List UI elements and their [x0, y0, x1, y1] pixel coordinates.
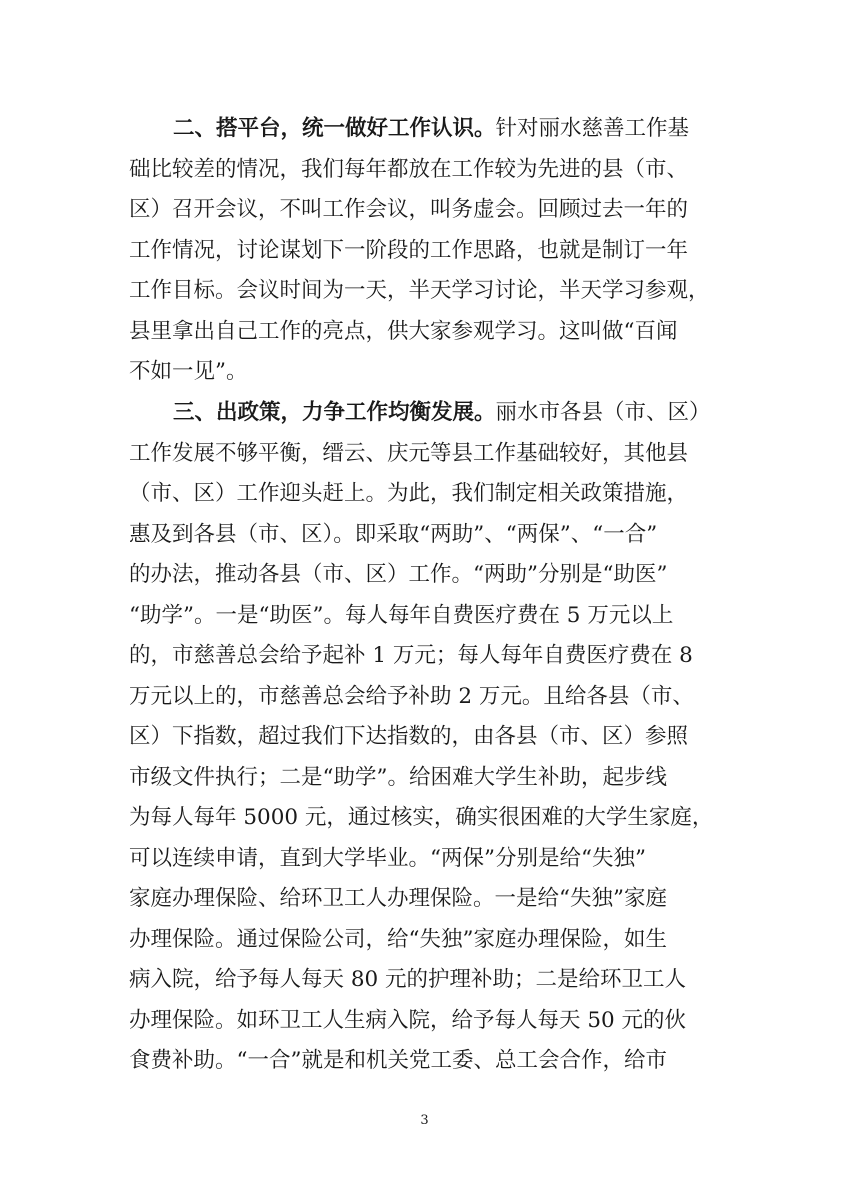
text-line: 工作目标。会议时间为一天，半天学习讨论，半天学习参观，	[129, 278, 710, 303]
text-line: 办理保险。通过保险公司，给“失独”家庭办理保险，如生	[129, 926, 667, 952]
paragraph-3-first-line	[129, 393, 729, 434]
text-line: 食费补助。“一合”就是和机关党工委、总工会合作，给市	[129, 1048, 667, 1073]
text-line: 惠及到各县（市、区）。即采取“两助”、“两保”、“一合”	[129, 521, 658, 547]
text-line: （市、区）工作迎头赶上。为此，我们制定相关政策措施，	[129, 481, 689, 506]
text-line: 为每人每年 5000 元，通过核实，确实很困难的大学生家庭，	[129, 805, 714, 830]
text-line: 病入院，给予每人每天 80 元的护理补助；二是给环卫工人	[129, 967, 687, 992]
text-line: “助学”。一是“助医”。每人每年自费医疗费在 5 万元以上	[129, 602, 674, 628]
paragraph-3	[129, 393, 729, 1082]
text-line: 丽水市各县（市、区）	[495, 400, 711, 425]
text-line: 的办法，推动各县（市、区）工作。“两助”分别是“助医”	[129, 562, 668, 587]
paragraph-3-heading: 三、出政策，力争工作均衡发展。	[173, 400, 496, 425]
text-line: 县里拿出自己工作的亮点，供大家参观学习。这叫做“百闻	[129, 318, 678, 344]
text-line: 础比较差的情况，我们每年都放在工作较为先进的县（市、	[129, 156, 689, 182]
text-line: 万元以上的，市慈善总会给予补助 2 万元。且给各县（市、	[129, 683, 694, 709]
text-line: 区）召开会议，不叫工作会议，叫务虚会。回顾过去一年的	[129, 197, 689, 222]
text-line: 工作发展不够平衡，缙云、庆元等县工作基础较好，其他县	[129, 440, 689, 466]
text-line: 工作情况，讨论谋划下一阶段的工作思路，也就是制订一年	[129, 237, 689, 263]
text-line: 区）下指数，超过我们下达指数的，由各县（市、区）参照	[129, 724, 689, 749]
text-line: 办理保险。如环卫工人生病入院，给予每人每天 50 元的伙	[129, 1007, 687, 1033]
text-line: 市级文件执行；二是“助学”。给困难大学生补助，起步线	[129, 764, 667, 790]
text-line: 可以连续申请，直到大学毕业。“两保”分别是给“失独”	[129, 845, 646, 871]
paragraph-2	[129, 109, 729, 393]
text-line: 针对丽水慈善工作基	[495, 116, 690, 141]
text-line: 不如一见”。	[129, 359, 248, 384]
page-number: 3	[420, 1113, 429, 1128]
paragraph-2-first-line	[129, 109, 729, 150]
text-line: 家庭办理保险、给环卫工人办理保险。一是给“失独”家庭	[129, 886, 667, 911]
paragraph-2-heading: 二、搭平台，统一做好工作认识。	[173, 116, 496, 141]
text-line: 的，市慈善总会给予起补 1 万元；每人每年自费医疗费在 8	[129, 643, 693, 668]
